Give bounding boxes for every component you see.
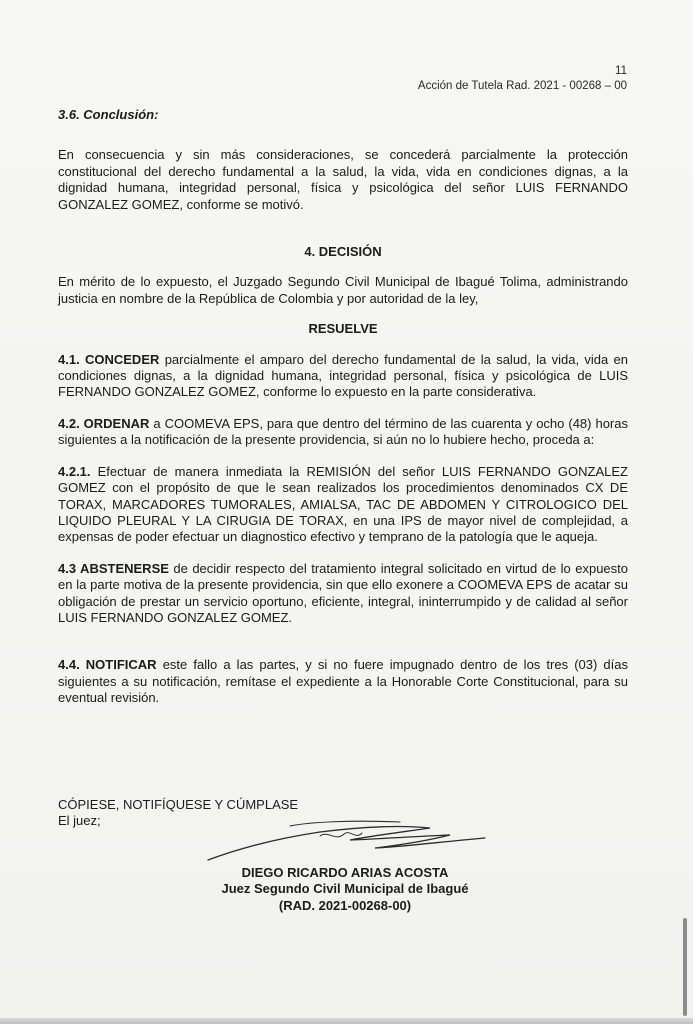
resolution-4-1-text: parcialmente el amparo del derecho fundamental de la salud, la vida, vida en condiciones dignas, a la dignidad humana, integridad personal, física y psicológica de LUIS FERNANDO GONZALEZ GOMEZ, conforme lo expuesto en la parte considerativa. [58, 351, 628, 400]
resolution-4-2-1-text: Efectuar de manera inmediata la REMISIÓN del señor LUIS FERNANDO GONZALEZ GOMEZ con el propósito de que le sean realizados los procedimientos denominados CX DE TORAX, MARCADORES TUMORALES, AMIALSA, TAC DE ABDOMEN Y CITROLOGICO DEL LIQUIDO PLEURAL Y LA CIRUGIA DE TORAX, en una IPS de mayor nivel de complejidad, a expensas de poder efectuar un diagnostico efectivo y temprano de la patología que le aqueja. [58, 463, 628, 545]
judge-name: DIEGO RICARDO ARIAS ACOSTA [241, 865, 449, 880]
decision-intro: En mérito de lo expuesto, el Juzgado Segundo Civil Municipal de Ibagué Tolima, administrando justicia en nombre de la República de Colombia y por autoridad de la ley, [58, 274, 628, 306]
page-number: 11 [615, 65, 627, 77]
conclusion-paragraph: En consecuencia y sin más consideraciones, se concederá parcialmente la protección constitucional del derecho fundamental a la salud, la vida, vida en condiciones dignas, a la dignidad humana, integridad personal, física y psicológica del señor LUIS FERNANDO GONZALEZ GOMEZ, conforme se motivó. [58, 147, 628, 212]
resolution-4-3-label: 4.3 ABSTENERSE [58, 560, 169, 576]
resolution-4-1-label: 4.1. CONCEDER [58, 351, 160, 367]
decision-heading: 4. DECISIÓN [304, 244, 382, 260]
bottom-edge [0, 1018, 693, 1024]
conclusion-heading: 3.6. Conclusión: [58, 107, 159, 122]
handwritten-signature [200, 818, 490, 868]
resolution-4-2 [58, 416, 628, 449]
resuelve-heading: RESUELVE [308, 321, 378, 337]
judge-title: Juez Segundo Civil Municipal de Ibagué [221, 881, 469, 897]
closing-formula: CÓPIESE, NOTIFÍQUESE Y CÚMPLASE [58, 797, 299, 812]
resolution-4-2-label: 4.2. ORDENAR [58, 415, 150, 431]
resolution-4-2-text: a COOMEVA EPS, para que dentro del término de las cuarenta y ocho (48) horas siguientes a la notificación de la presente providencia, si aún no lo hubiere hecho, proceda a: [58, 415, 628, 448]
resolution-4-4-label: 4.4. NOTIFICAR [58, 657, 157, 673]
scrollbar-thumb[interactable] [683, 918, 687, 1016]
resolution-4-2-1-label: 4.2.1. [58, 463, 91, 479]
closing-judge-label: El juez; [58, 813, 101, 829]
resolution-4-4-text: este fallo a las partes, y si no fuere impugnado dentro de los tres (03) días siguientes a su notificación, remítase el expediente a la Honorable Corte Constitucional, para su eventual revisión. [58, 657, 628, 706]
resolution-4-1 [58, 352, 628, 401]
resolution-4-2-1 [58, 464, 628, 546]
resolution-4-3 [58, 561, 628, 627]
document-body [58, 107, 628, 707]
resolution-4-4 [58, 657, 628, 706]
signature-rad: (RAD. 2021-00268-00) [278, 897, 412, 913]
resolution-4-3-text: de decidir respecto del tratamiento integral solicitado en virtud de lo expuesto en la parte motiva de la presente providencia, sin que ello exonere a COOMEVA EPS de acatar su obligación de prestar un servicio oportuno, eficiente, integral, ininterrumpido y de calidad al señor LUIS FERNANDO GONZALEZ GOMEZ. [58, 560, 628, 625]
signature-block [180, 865, 510, 914]
case-reference: Acción de Tutela Rad. 2021 - 00268 – 00 [417, 80, 627, 92]
